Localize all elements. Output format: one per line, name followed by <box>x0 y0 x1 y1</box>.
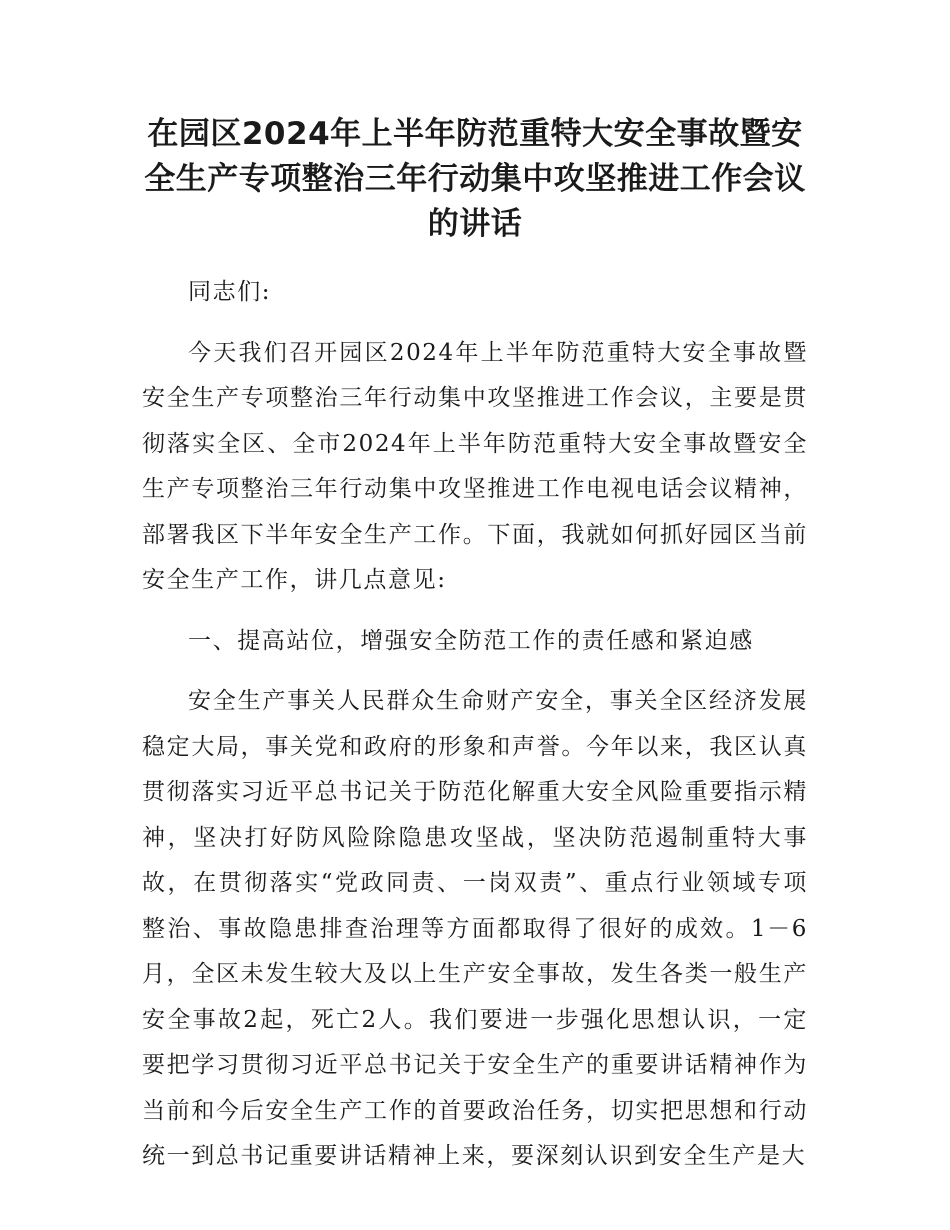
salutation: 同志们: <box>188 279 272 305</box>
document-title: 在园区2024年上半年防范重特大安全事故暨安全生产专项整治三年行动集中攻坚推进工作会议的讲话 <box>144 116 806 242</box>
paragraph-intro: 今天我们召开园区2024年上半年防范重特大安全事故暨安全生产专项整治三年行动集中攻坚推进工作会议，主要是贯彻落实全区、全市2024年上半年防范重特大安全事故暨安全生产专项整治三年行动集中攻坚推进工作电视电话会议精神，部署我区下半年安全生产工作。下面，我就如何抓好园区当前安全生产工作，讲几点意见: <box>142 339 808 593</box>
section-heading-1: 一、提高站位，增强安全防范工作的责任感和紧迫感 <box>188 627 754 654</box>
paragraph-section-1: 安全生产事关人民群众生命财产安全，事关全区经济发展稳定大局，事关党和政府的形象和声誉。今年以来，我区认真贯彻落实习近平总书记关于防范化解重大安全风险重要指示精神，坚决打好防风险除隐患攻坚战，坚决防范遏制重特大事故，在贯彻落实“党政同责、一岗双责”、重点行业领域专项整治、事故隐患排查治理等方面都取得了很好的成效。1－6月，全区未发生较大及以上生产安全事故，发生各类一般生产安全事故2起，死亡2人。我们要进一步强化思想认识，一定要把学习贯彻习近平总书记关于安全生产的重要讲话精神作为当前和今后安全生产工作的首要政治任务，切实把思想和行动统一到总书记重要讲话精神上来，要深刻认识到安全生产是大 <box>142 688 808 1169</box>
document-body <box>142 270 808 1180</box>
